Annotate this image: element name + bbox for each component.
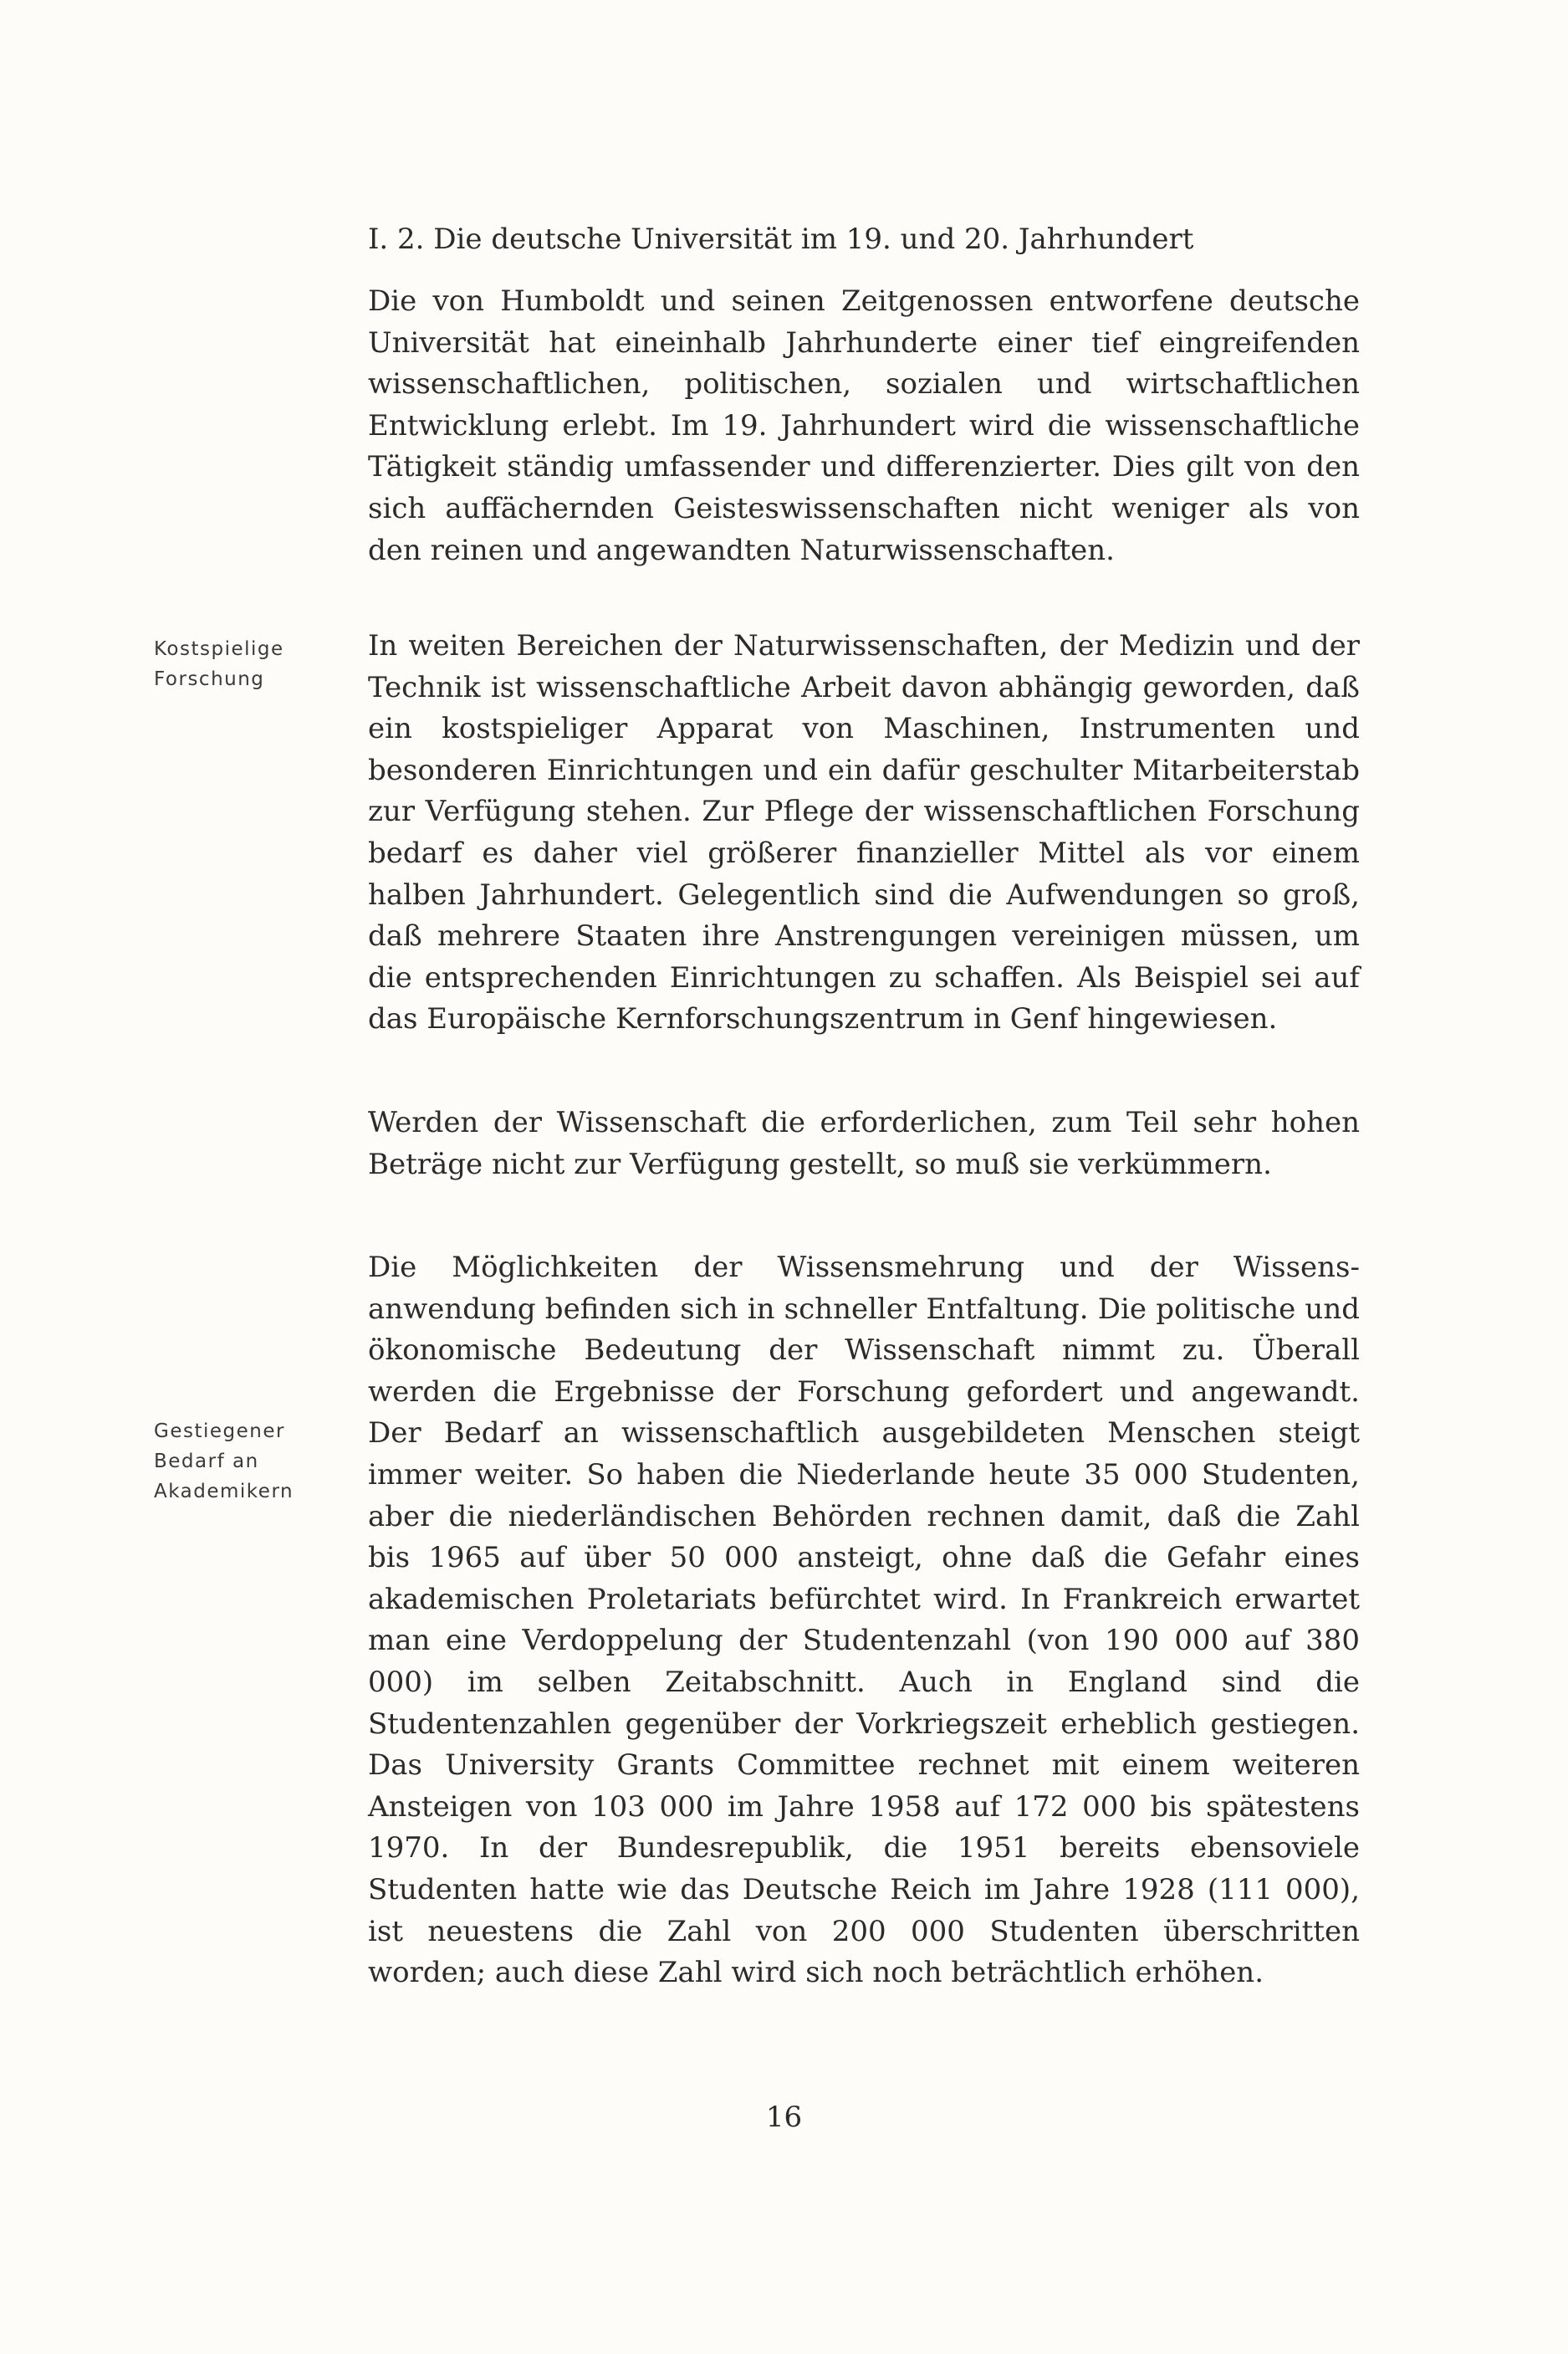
page-number: 16 (765, 2101, 803, 2134)
section-heading: I. 2. Die deutsche Universität im 19. und 20. Jahrhundert (368, 223, 1194, 256)
margin-note-line: Akademikern (154, 1481, 294, 1502)
paragraph-wissensmehrung: Die Möglichkeiten der Wissensmehrung und der Wissensanwendung befinden sich in schneller Entfaltung. Die politische und ökonomische Bedeutung der Wissenschaft nimmt zu. Überall werden die Ergebnisse der Forschung gefordert und angewandt. Der Bedarf an wissenschaftlich ausgebildeten Menschen steigt immer weiter. So haben die Niederlande heute 35 000 Studenten, aber die niederländischen Behörden rechnen damit, daß die Zahl bis 1965 auf über 50 000 ansteigt, ohne daß die Gefahr eines akademischen Proletariats befürchtet wird. In Frankreich erwartet man eine Verdoppelung der Studentenzahl (von 190 000 auf 380 000) im selben Zeitabschnitt. Auch in England sind die Studentenzahlen gegenüber der Vorkriegszeit erheblich gestiegen. Das University Grants Committee rechnet mit einem weiteren Ansteigen von 103 000 im Jahre 1958 auf 172 000 bis spätestens 1970. In der Bundesrepublik, die 1951 bereits ebensoviele Studenten hatte wie das Deutsche Reich im Jahre 1928 (111 000), ist neuestens die Zahl von 200 000 Studenten überschritten worden; auch diese Zahl wird sich noch beträchtlich erhöhen. (368, 1251, 1360, 1990)
paragraph-humboldt: Die von Humboldt und seinen Zeitgenossen entworfene deutsche Universität hat eineinhalb Jahrhunderte einer tief eingreifenden wissenschaftlichen, politischen, sozialen und wirtschaftlichen Entwicklung erlebt. Im 19. Jahrhundert wird die wissenschaftliche Tätigkeit ständig umfassender und differenzierter. Dies gilt von den sich auffächernden Geisteswissenschaften nicht weniger als von den reinen und angewandten Naturwissenschaften. (368, 284, 1360, 567)
margin-note-line: Bedarf an (154, 1451, 259, 1472)
margin-note-line: Kostspielige (154, 638, 284, 660)
margin-note-gestiegener-bedarf (154, 1416, 321, 1507)
paragraph-naturwissenschaften: In weiten Bereichen der Naturwissenschaften, der Medizin und der Technik ist wissenschaftliche Arbeit davon abhängig geworden, daß ein kostspieliger Apparat von Maschinen, Instrumenten und besonderen Einrichtungen und ein dafür geschulter Mitarbeiterstab zur Verfügung stehen. Zur Pflege der wissenschaftlichen Forschung bedarf es daher viel größerer finanzieller Mittel als vor einem halben Jahrhundert. Gelegentlich sind die Aufwendungen so groß, daß mehrere Staaten ihre Anstrengungen vereinigen müssen, um die entsprechenden Einrichtungen zu schaffen. Als Beispiel sei auf das Europäische Kernforschungszentrum in Genf hingewiesen. (368, 629, 1360, 1036)
margin-note-line: Forschung (154, 668, 265, 690)
paragraph-wissenschaft-betraege: Werden der Wissenschaft die erforderlichen, zum Teil sehr hohen Beträge nicht zur Verfügung gestellt, so muß sie verkümmern. (368, 1106, 1360, 1181)
margin-note-line: Gestiegener (154, 1420, 285, 1442)
margin-note-kostspielige-forschung (154, 634, 321, 694)
